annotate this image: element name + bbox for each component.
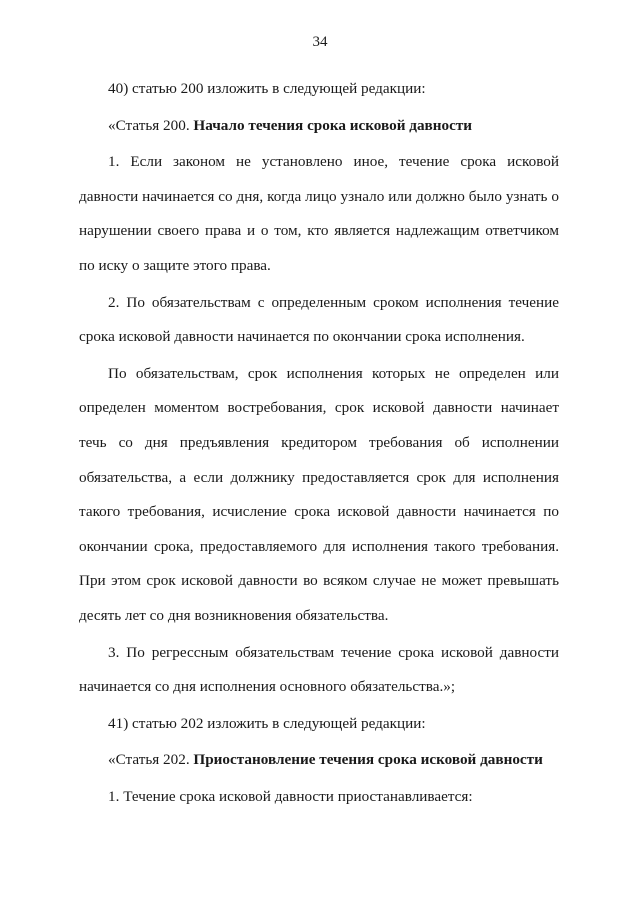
document-body — [79, 72, 559, 816]
paragraph-item-41: 41) статью 202 изложить в следующей редакции: — [108, 714, 426, 732]
article-202-clause-1: 1. Течение срока исковой давности приостанавливается: — [108, 787, 473, 805]
paragraph-item-40: 40) статью 200 изложить в следующей редакции: — [108, 80, 426, 97]
article-200-title: Начало течения срока исковой давности — [193, 116, 473, 134]
article-200-clause-2-part-2: По обязательствам, срок исполнения которых не определен или определен моментом востребования, срок исковой давности начинает течь со дня предъявления кредитором требования об исполнении обязательства, а если должнику предоставляется срок для исполнения такого требования, исчисление срока исковой давности начинается по окончании срока, предоставляемого для исполнения такого требования. При этом срок исковой давности во всяком случае не может превышать десять лет со дня возникновения обязательства. — [79, 364, 559, 624]
article-200-heading — [79, 109, 559, 144]
article-200-clause-1: 1. Если законом не установлено иное, течение срока исковой давности начинается со дня, когда лицо узнало или должно было узнать о нарушении своего права и о том, кто является надлежащим ответчиком по иску о защите этого права. — [79, 153, 559, 274]
article-200-clause-2: 2. По обязательствам с определенным сроком исполнения течение срока исковой давности начинается по окончании срока исполнения. — [79, 293, 559, 346]
page-number: 34 — [312, 34, 328, 50]
article-200-clause-3: 3. По регрессным обязательствам течение срока исковой давности начинается со дня исполнения основного обязательства.»; — [79, 643, 559, 696]
article-202-title: Приостановление течения срока исковой давности — [193, 751, 543, 769]
article-202-number: «Статья 202. — [108, 751, 194, 769]
article-202-heading — [79, 743, 559, 778]
article-200-number: «Статья 200. — [108, 116, 194, 134]
